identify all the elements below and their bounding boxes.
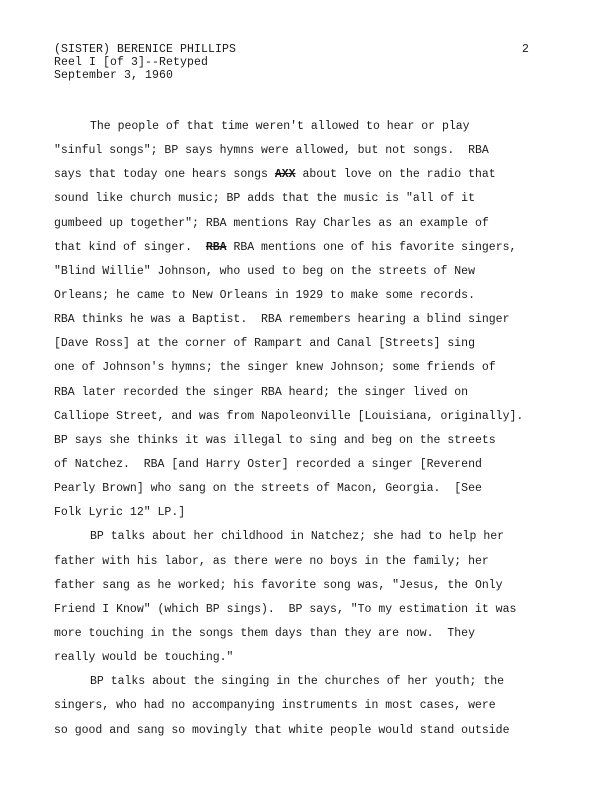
line-text: really would be touching." bbox=[54, 651, 234, 665]
transcript-line bbox=[54, 598, 574, 622]
transcript-line bbox=[54, 405, 574, 429]
transcript-line bbox=[54, 381, 574, 405]
transcript-line bbox=[54, 646, 574, 670]
line-text: Calliope Street, and was from Napoleonville [Louisiana, originally]. bbox=[54, 409, 524, 423]
line-text: so good and sang so movingly that white people would stand outside bbox=[54, 723, 510, 737]
line-text: of Natchez. RBA [and Harry Oster] recorded a singer [Reverend bbox=[54, 457, 482, 471]
line-text: singers, who had no accompanying instruments in most cases, were bbox=[54, 699, 496, 713]
document-header bbox=[54, 43, 236, 82]
transcript-line bbox=[54, 212, 574, 236]
line-text: Pearly Brown] who sang on the streets of Macon, Georgia. [See bbox=[54, 482, 482, 496]
transcript-line bbox=[54, 260, 574, 284]
header-date: September 3, 1960 bbox=[54, 69, 174, 82]
line-text: Friend I Know" (which BP sings). BP says, "To my estimation it was bbox=[54, 602, 517, 616]
transcript-line bbox=[54, 477, 574, 501]
transcript-line bbox=[54, 308, 574, 332]
transcript-line bbox=[54, 284, 574, 308]
line-text: father with his labor, as there were no boys in the family; her bbox=[54, 554, 489, 568]
transcript-line bbox=[54, 670, 574, 694]
line-text: BP talks about the singing in the churches of her youth; the bbox=[90, 675, 505, 689]
line-text: BP talks about her childhood in Natchez; she had to help her bbox=[90, 530, 505, 544]
line-text: The people of that time weren't allowed to hear or play bbox=[90, 120, 470, 133]
line-text: about love on the radio that bbox=[295, 168, 496, 182]
transcript-line bbox=[54, 453, 574, 477]
header-reel: Reel I [of 3]--Retyped bbox=[54, 56, 209, 69]
line-text: "sinful songs"; BP says hymns were allowed, but not songs. RBA bbox=[54, 144, 489, 158]
line-text: [Dave Ross] at the corner of Rampart and Canal [Streets] sing bbox=[54, 337, 475, 351]
transcript-line bbox=[54, 429, 574, 453]
line-text: says that today one hears songs bbox=[54, 168, 275, 182]
line-text: that kind of singer. bbox=[54, 240, 206, 254]
line-text: gumbeed up together"; RBA mentions Ray Charles as an example of bbox=[54, 216, 489, 230]
transcript-line bbox=[54, 719, 574, 743]
transcript-line bbox=[54, 187, 574, 211]
transcript-line bbox=[54, 622, 574, 646]
transcript-body bbox=[54, 115, 574, 743]
line-text: sound like church music; BP adds that the music is "all of it bbox=[54, 192, 475, 206]
transcript-line bbox=[54, 525, 574, 549]
line-text: RBA later recorded the singer RBA heard; the singer lived on bbox=[54, 385, 469, 399]
transcript-line bbox=[54, 115, 574, 139]
transcript-line bbox=[54, 501, 574, 525]
transcript-line bbox=[54, 163, 574, 187]
line-text: BP says she thinks it was illegal to sing and beg on the streets bbox=[54, 433, 496, 447]
transcript-line bbox=[54, 550, 574, 574]
line-text: father sang as he worked; his favorite song was, "Jesus, the Only bbox=[54, 578, 503, 592]
page-number: 2 bbox=[522, 43, 529, 56]
transcript-line bbox=[54, 332, 574, 356]
line-text: more touching in the songs them days than they are now. They bbox=[54, 626, 475, 640]
line-text: RBA thinks he was a Baptist. RBA remembers hearing a blind singer bbox=[54, 313, 510, 327]
header-name: (SISTER) BERENICE PHILLIPS bbox=[54, 43, 237, 56]
struck-text: RBA bbox=[205, 240, 227, 254]
line-text: RBA mentions one of his favorite singers, bbox=[226, 240, 517, 254]
transcript-line bbox=[54, 574, 574, 598]
transcript-line bbox=[54, 356, 574, 380]
transcript-line bbox=[54, 236, 574, 260]
line-text: one of Johnson's hymns; the singer knew Johnson; some friends of bbox=[54, 361, 496, 375]
line-text: Folk Lyric 12" LP.] bbox=[54, 506, 186, 520]
transcript-line bbox=[54, 139, 574, 163]
line-text: Orleans; he came to New Orleans in 1929 to make some records. bbox=[54, 288, 475, 302]
struck-text: AXX bbox=[274, 168, 296, 182]
transcript-line bbox=[54, 694, 574, 718]
line-text: "Blind Willie" Johnson, who used to beg on the streets of New bbox=[54, 264, 475, 278]
